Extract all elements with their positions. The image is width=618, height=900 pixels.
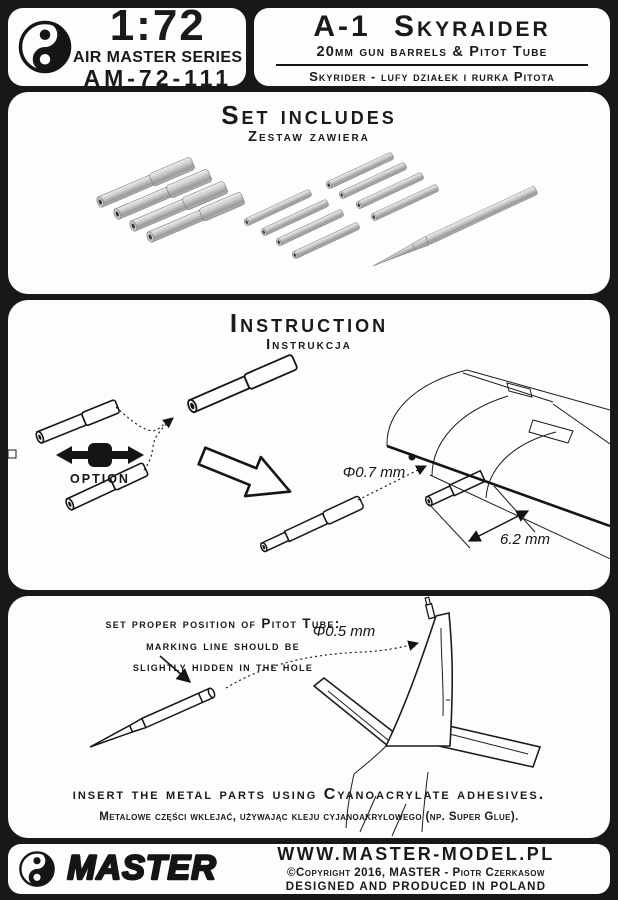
instruction-title: Instruction xyxy=(229,308,389,338)
option-barrel-a xyxy=(34,399,119,444)
tail-pitot-stub xyxy=(424,597,435,619)
product-title: A-1 Skyraider xyxy=(313,10,551,43)
title-divider xyxy=(276,64,588,66)
header-right-box xyxy=(254,8,610,86)
protrusion-dimension-label: 6.2 mm xyxy=(500,531,551,548)
pitot-note-line2: marking line should be xyxy=(146,637,300,653)
footer-panel xyxy=(8,844,610,894)
website-label: WWW.MASTER-MODEL.PL xyxy=(277,844,555,865)
footer-spiral-icon xyxy=(18,849,56,889)
instruction-panel xyxy=(8,300,610,590)
pitot-tube-drawing xyxy=(88,687,216,751)
brand-wordmark-text: MASTER xyxy=(67,849,217,887)
header-left-box xyxy=(8,1,246,91)
gun-barrel-short-icon xyxy=(243,152,439,260)
pitot-note xyxy=(63,613,383,678)
origin-label: DESIGNED AND PRODUCED IN POLAND xyxy=(285,881,547,894)
gun-barrel-long-icon xyxy=(95,157,246,245)
instruction-diagram xyxy=(8,350,610,588)
brand-spiral-icon xyxy=(17,17,73,77)
option-barrel-b xyxy=(64,463,148,512)
question-mark-icon: ? xyxy=(94,446,106,465)
assembled-barrel xyxy=(186,354,298,415)
adhesive-note-pl: Metalowe części wklejać, używając kleju cyjanoakrylowego (np. Super Glue). xyxy=(99,811,519,823)
product-code: AM-72-111 xyxy=(83,65,232,91)
scale-label: 1:72 xyxy=(109,1,206,50)
set-includes-subtitle: Zestaw zawiera xyxy=(248,129,370,145)
set-includes-panel xyxy=(8,92,610,294)
adhesive-note-en: insert the metal parts using Cyanoacrylate adhesives. xyxy=(72,786,546,803)
product-subtitle: 20mm gun barrels & Pitot Tube xyxy=(316,43,548,60)
option-label: OPTION xyxy=(70,472,130,486)
parts-drawing xyxy=(8,140,610,290)
option-icon xyxy=(56,443,144,467)
series-label: AIR MASTER SERIES xyxy=(73,49,243,66)
pitot-hole-diameter-label: Φ0.5 mm xyxy=(312,623,376,640)
pitot-note-line3: slightly hidden in the hole xyxy=(132,659,314,675)
hole-diameter-label: Φ0.7 mm xyxy=(342,464,406,481)
flow-arrow-icon xyxy=(194,437,298,512)
pitot-tube-icon xyxy=(371,186,538,271)
brand-wordmark xyxy=(56,848,228,890)
copyright-label: ©Copyright 2016, MASTER - Piotr Czerkasow xyxy=(287,866,545,879)
barrel-to-insert xyxy=(259,496,365,555)
pitot-panel xyxy=(8,596,610,838)
instruction-subtitle: Instrukcja xyxy=(266,337,352,353)
product-subtitle-pl: Skyrider - lufy działek i rurka Pitota xyxy=(309,68,555,84)
set-includes-title: Set includes xyxy=(221,100,397,130)
pitot-note-line1: set proper position of Pitot Tube: xyxy=(105,616,341,631)
